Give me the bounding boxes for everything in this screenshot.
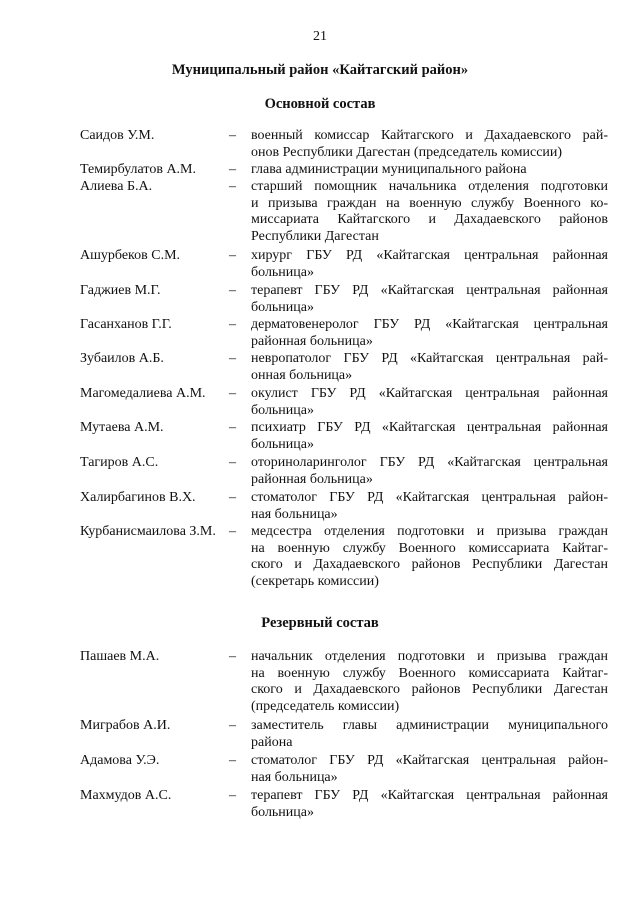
position-line: больница»	[251, 804, 314, 820]
dash-separator: –	[229, 420, 236, 435]
dash-separator: –	[229, 317, 236, 332]
position-line: на военную службу Военного комиссариата Кайтаг-	[251, 540, 608, 556]
member-name: Халирбагинов В.Х.	[80, 490, 196, 505]
dash-separator: –	[229, 524, 236, 539]
member-position	[251, 162, 608, 179]
member-position	[251, 788, 608, 821]
dash-separator: –	[229, 788, 236, 803]
member-row	[80, 788, 608, 821]
position-line: (председатель комиссии)	[251, 698, 400, 714]
position-line: ная больница»	[251, 506, 338, 522]
reserve-composition-heading: Резервный состав	[261, 615, 379, 631]
member-position	[251, 455, 608, 488]
position-line: больница»	[251, 264, 314, 280]
position-line: стоматолог ГБУ РД «Кайтагская центральная район-	[251, 753, 608, 768]
position-line: хирург ГБУ РД «Кайтагская центральная районная	[251, 248, 608, 263]
position-line: заместитель главы администрации муниципального	[251, 718, 608, 733]
member-row	[80, 524, 608, 590]
member-name: Гаджиев М.Г.	[80, 283, 161, 298]
position-line: психиатр ГБУ РД «Кайтагская центральная районная	[251, 420, 608, 435]
member-position	[251, 524, 608, 590]
member-position	[251, 283, 608, 316]
member-name: Алиева Б.А.	[80, 179, 153, 194]
position-line: Республики Дагестан	[251, 228, 379, 244]
member-row	[80, 128, 608, 161]
position-line: глава администрации муниципального района	[251, 162, 527, 177]
dash-separator: –	[229, 718, 236, 733]
member-name: Миграбов А.И.	[80, 718, 171, 733]
member-row	[80, 490, 608, 523]
member-name: Мутаева А.М.	[80, 420, 164, 435]
member-row	[80, 317, 608, 350]
position-line: начальник отделения подготовки и призыва граждан	[251, 649, 608, 664]
member-position	[251, 753, 608, 786]
member-row	[80, 248, 608, 281]
member-row	[80, 753, 608, 786]
main-composition-heading: Основной состав	[264, 96, 376, 112]
dash-separator: –	[229, 162, 236, 177]
dash-separator: –	[229, 649, 236, 664]
member-position	[251, 420, 608, 453]
member-position	[251, 490, 608, 523]
member-name: Ашурбеков С.М.	[80, 248, 181, 263]
dash-separator: –	[229, 351, 236, 366]
member-position	[251, 649, 608, 715]
position-line: онов Республики Дагестан (председатель комиссии)	[251, 144, 563, 160]
member-position	[251, 248, 608, 281]
member-name: Курбанисмаилова З.М.	[80, 524, 216, 539]
position-line: невропатолог ГБУ РД «Кайтагская центральная рай-	[251, 351, 608, 366]
dash-separator: –	[229, 753, 236, 768]
position-line: района	[251, 734, 293, 750]
position-line: больница»	[251, 436, 314, 452]
dash-separator: –	[229, 248, 236, 263]
member-name: Пашаев М.А.	[80, 649, 160, 664]
member-name: Адамова У.Э.	[80, 753, 160, 768]
position-line: и призыва граждан на военную службу Военного ко-	[251, 195, 608, 211]
position-line: медсестра отделения подготовки и призыва граждан	[251, 524, 608, 539]
dash-separator: –	[229, 128, 236, 143]
member-name: Саидов У.М.	[80, 128, 155, 143]
member-position	[251, 128, 608, 161]
position-line: стоматолог ГБУ РД «Кайтагская центральная район-	[251, 490, 608, 505]
dash-separator: –	[229, 455, 236, 470]
page-number: 21	[313, 29, 327, 44]
member-position	[251, 179, 608, 245]
member-row	[80, 420, 608, 453]
position-line: больница»	[251, 402, 314, 418]
member-row	[80, 455, 608, 488]
member-name: Магомедалиева А.М.	[80, 386, 206, 401]
member-position	[251, 386, 608, 419]
member-position	[251, 718, 608, 751]
position-line: ского и Дахадаевского районов Республики Дагестан	[251, 557, 608, 572]
document-title: Муниципальный район «Кайтагский район»	[171, 62, 469, 78]
dash-separator: –	[229, 490, 236, 505]
position-line: старший помощник начальника отделения подготовки	[251, 179, 608, 194]
dash-separator: –	[229, 179, 236, 194]
dash-separator: –	[229, 386, 236, 401]
position-line: терапевт ГБУ РД «Кайтагская центральная районная	[251, 283, 608, 298]
member-position	[251, 317, 608, 350]
member-row	[80, 283, 608, 316]
member-position	[251, 351, 608, 384]
position-line: онная больница»	[251, 367, 353, 383]
member-row	[80, 386, 608, 419]
position-line: терапевт ГБУ РД «Кайтагская центральная районная	[251, 788, 608, 803]
member-name: Гасанханов Г.Г.	[80, 317, 172, 332]
position-line: районная больница»	[251, 471, 373, 487]
member-row	[80, 179, 608, 245]
position-line: оториноларинголог ГБУ РД «Кайтагская центральная	[251, 455, 608, 470]
position-line: военный комиссар Кайтагского и Дахадаевского рай-	[251, 128, 608, 143]
position-line: (секретарь комиссии)	[251, 573, 379, 589]
position-line: на военную службу Военного комиссариата Кайтаг-	[251, 665, 608, 681]
position-line: районная больница»	[251, 333, 373, 349]
member-name: Тагиров А.С.	[80, 455, 159, 470]
position-line: окулист ГБУ РД «Кайтагская центральная районная	[251, 386, 608, 401]
member-row	[80, 718, 608, 751]
position-line: больница»	[251, 299, 314, 315]
position-line: ная больница»	[251, 769, 338, 785]
member-row	[80, 351, 608, 384]
dash-separator: –	[229, 283, 236, 298]
member-row	[80, 649, 608, 715]
position-line: ского и Дахадаевского районов Республики Дагестан	[251, 682, 608, 697]
member-name: Зубаилов А.Б.	[80, 351, 164, 366]
position-line: дерматовенеролог ГБУ РД «Кайтагская центральная	[251, 317, 608, 332]
member-row	[80, 162, 608, 179]
position-line: миссариата Кайтагского и Дахадаевского районов	[251, 212, 608, 227]
member-name: Темирбулатов А.М.	[80, 162, 196, 177]
member-name: Махмудов А.С.	[80, 788, 172, 803]
